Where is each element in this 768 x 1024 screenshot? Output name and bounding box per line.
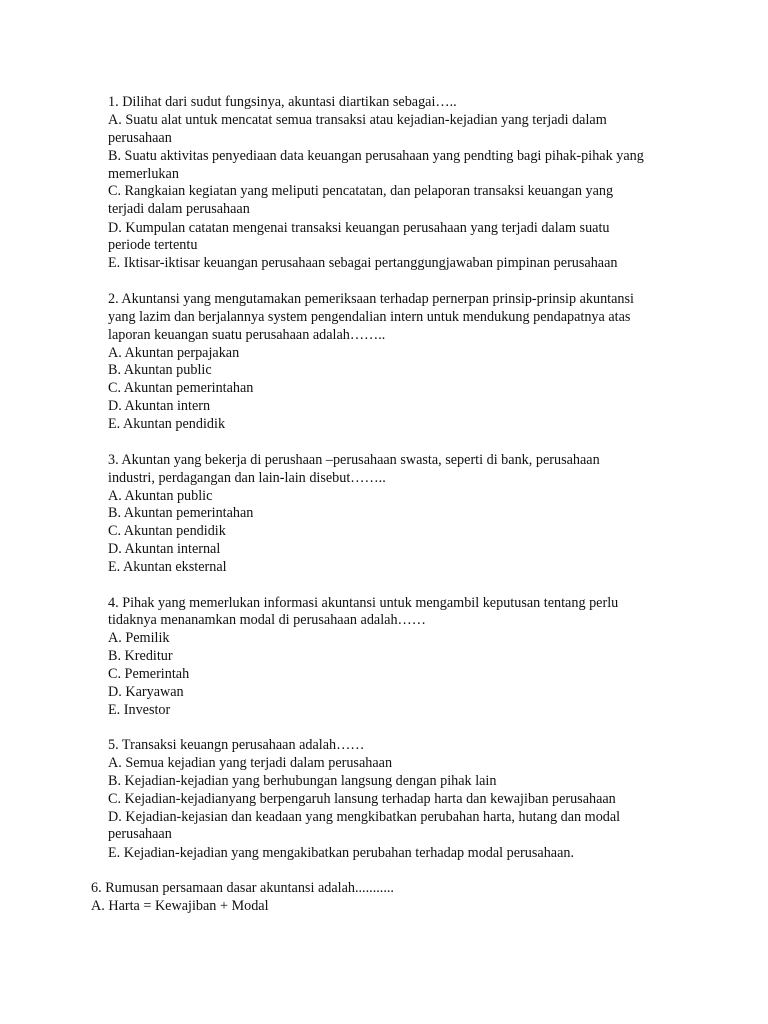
question-6-option-a: A. Harta = Kewajiban + Modal	[91, 898, 269, 914]
question-4-option-d: D. Karyawan	[108, 684, 184, 700]
question-2-stem-cont-2: laporan keuangan suatu perusahaan adalah……..	[108, 327, 386, 343]
question-1-option-b: B. Suatu aktivitas penyediaan data keuangan perusahaan yang pendting bagi pihak-pihak yang	[108, 148, 644, 164]
question-5-option-a: A. Semua kejadian yang terjadi dalam perusahaan	[108, 755, 393, 771]
question-1-option-d-cont: periode tertentu	[108, 237, 198, 253]
question-3-option-e: E. Akuntan eksternal	[108, 559, 227, 575]
question-3-option-b: B. Akuntan pemerintahan	[108, 505, 254, 521]
question-3-stem-cont: industri, perdagangan dan lain-lain disebut……..	[108, 470, 386, 486]
question-4-option-a: A. Pemilik	[108, 630, 170, 646]
question-3-stem: 3. Akuntan yang bekerja di perushaan –perusahaan swasta, seperti di bank, perusahaan	[108, 452, 600, 468]
question-5-stem: 5. Transaksi keuangn perusahaan adalah……	[108, 737, 365, 753]
question-5-option-d-cont: perusahaan	[108, 826, 172, 842]
question-1-option-d: D. Kumpulan catatan mengenai transaksi keuangan perusahaan yang terjadi dalam suatu	[108, 220, 610, 236]
question-4-option-e: E. Investor	[108, 702, 171, 718]
question-4-option-b: B. Kreditur	[108, 648, 173, 664]
question-1-option-a-cont: perusahaan	[108, 130, 172, 146]
question-6-stem: 6. Rumusan persamaan dasar akuntansi adalah...........	[91, 880, 394, 896]
question-2-stem: 2. Akuntansi yang mengutamakan pemeriksaan terhadap pernerpan prinsip-prinsip akuntansi	[108, 291, 634, 307]
question-2-option-b: B. Akuntan public	[108, 362, 212, 378]
question-4-option-c: C. Pemerintah	[108, 666, 190, 682]
question-3-option-d: D. Akuntan internal	[108, 541, 221, 557]
question-4-stem-cont: tidaknya menanamkan modal di perusahaan adalah……	[108, 612, 426, 628]
question-1-option-b-cont: memerlukan	[108, 166, 179, 182]
question-2-stem-cont-1: yang lazim dan berjalannya system pengendalian intern untuk mendukung pendapatnya atas	[108, 309, 631, 325]
question-1-option-e: E. Iktisar-iktisar keuangan perusahaan sebagai pertanggungjawaban pimpinan perusahaan	[108, 255, 618, 271]
question-1-option-a: A. Suatu alat untuk mencatat semua transaksi atau kejadian-kejadian yang terjadi dalam	[108, 112, 607, 128]
question-1-option-c: C. Rangkaian kegiatan yang meliputi pencatatan, dan pelaporan transaksi keuangan yang	[108, 183, 614, 199]
question-5-option-d: D. Kejadian-kejasian dan keadaan yang mengkibatkan perubahan harta, hutang dan modal	[108, 809, 621, 825]
question-4-stem: 4. Pihak yang memerlukan informasi akuntansi untuk mengambil keputusan tentang perlu	[108, 595, 619, 611]
question-3-option-a: A. Akuntan public	[108, 488, 213, 504]
question-1-stem: 1. Dilihat dari sudut fungsinya, akuntasi diartikan sebagai…..	[108, 94, 457, 110]
question-5-option-b: B. Kejadian-kejadian yang berhubungan langsung dengan pihak lain	[108, 773, 497, 789]
question-5-option-c: C. Kejadian-kejadianyang berpengaruh lansung terhadap harta dan kewajiban perusahaan	[108, 791, 616, 807]
question-5-option-e: E. Kejadian-kejadian yang mengakibatkan perubahan terhadap modal perusahaan.	[108, 845, 575, 861]
question-1-option-c-cont: terjadi dalam perusahaan	[108, 201, 250, 217]
question-2-option-c: C. Akuntan pemerintahan	[108, 380, 254, 396]
question-3-option-c: C. Akuntan pendidik	[108, 523, 226, 539]
question-2-option-d: D. Akuntan intern	[108, 398, 211, 414]
question-2-option-a: A. Akuntan perpajakan	[108, 345, 240, 361]
question-2-option-e: E. Akuntan pendidik	[108, 416, 226, 432]
